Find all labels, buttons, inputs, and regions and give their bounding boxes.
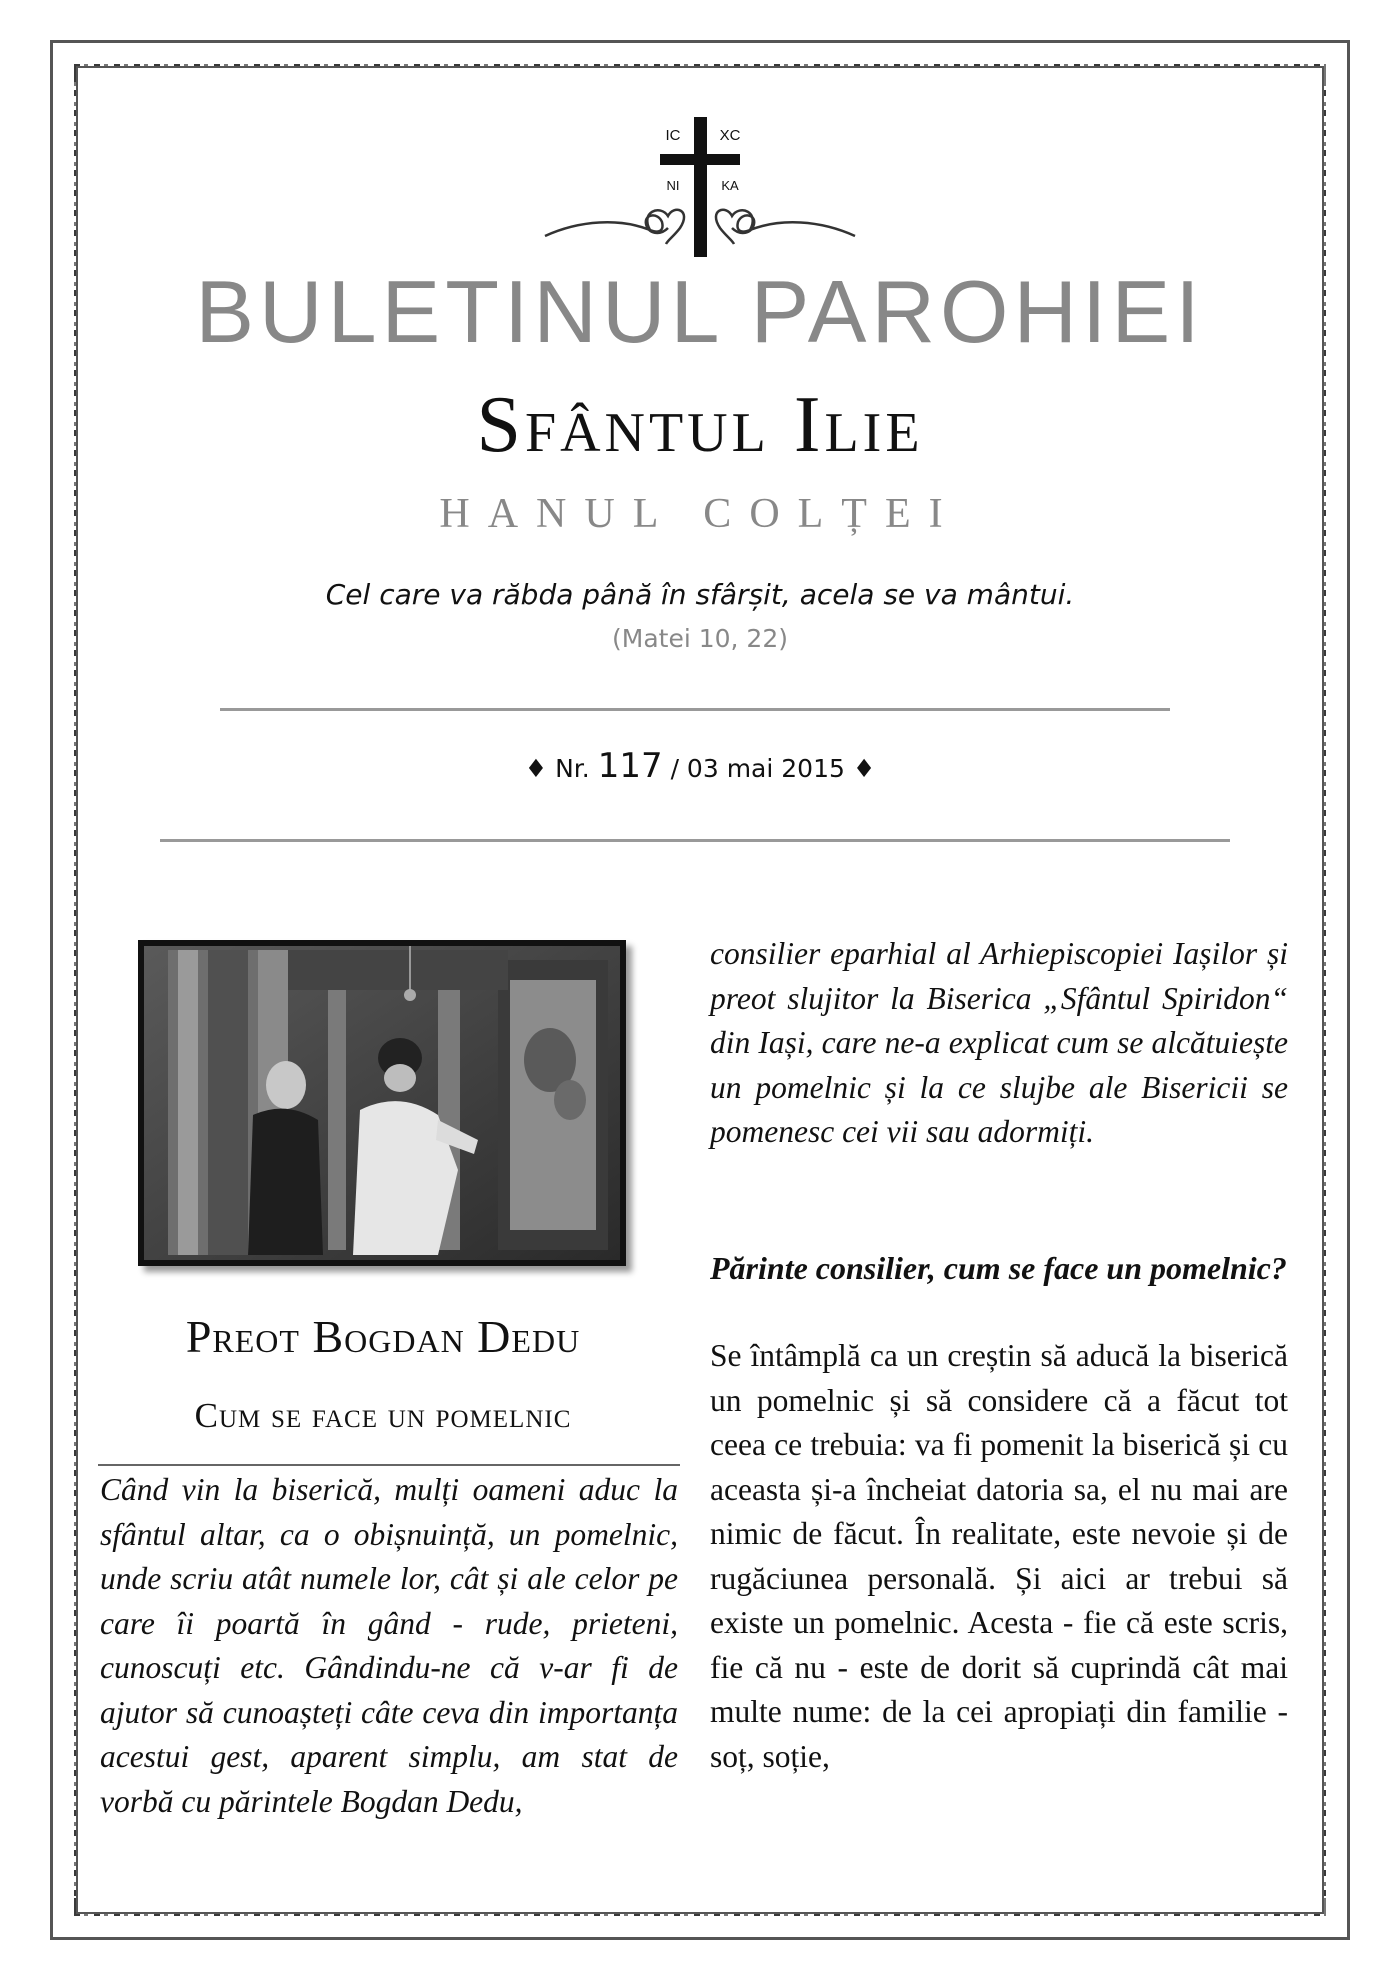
title-underline — [98, 1464, 680, 1466]
issue-date: / 03 mai 2015 ♦ — [670, 754, 876, 783]
article-author: Preot Bogdan Dedu — [185, 1311, 581, 1362]
parish-location: HANUL COLȚEI — [439, 491, 961, 537]
motto-reference: (Matei 10, 22) — [612, 624, 788, 653]
interview-answer: Se întâmplă ca un creștin să aducă la biserică un pomelnic și să considere că a făcut tot ceea ce trebuia: va fi pomenit la biserică și cu aceasta și-a încheiat datoria sa, el nu mai are nimic de făcut. În realitate, este nevoie și de rugăciunea personală. Și aici ar trebui să existe un pomelnic. Acesta - fie că este scris, fie că nu - este de dorit să cuprindă cât mai multe nume: de la cei apropiați din familie - soț, soție, — [710, 1338, 1288, 1774]
cross-emblem-icon — [540, 112, 860, 262]
article-title: Cum se face un pomelnic — [194, 1396, 572, 1435]
church-interior-photo — [138, 940, 626, 1266]
bulletin-title: BULETINUL PAROHIEI — [195, 262, 1205, 361]
divider — [160, 839, 1230, 842]
emblem-ka: KA — [721, 178, 739, 193]
divider — [220, 708, 1170, 711]
article-intro-left: Când vin la biserică, mulți oameni aduc la sfântul altar, ca o obișnuință, un pomelnic, unde scriu atât numele lor, cât și ale celor pe care îi poartă în gând - rude, prieteni, cunoscuți etc. Gândindu-ne că v-ar fi de ajutor să cunoașteți câte ceva din importanța acestui gest, aparent simplu, am stat de vorbă cu părintele Bogdan Dedu, — [100, 1472, 678, 1819]
motto-quote: Cel care va răbda până în sfârșit, acela se va mântui. — [325, 578, 1075, 611]
emblem-ni: NI — [666, 178, 680, 193]
issue-info — [0, 746, 1400, 786]
emblem-xc: XC — [719, 127, 741, 144]
article-intro-right: consilier eparhial al Arhiepiscopiei Iașilor și preot slujitor la Biserica „Sfântul Spiridon“ din Iași, care ne-a explicat cum se alcătuiește un pomelnic și la ce slujbe ale Bisericii se pomenesc cei vii sau adormiți. — [710, 936, 1288, 1149]
emblem-ic: IC — [665, 127, 681, 144]
interview-question: Părinte consilier, cum se face un pomelnic? — [710, 1250, 1287, 1286]
issue-number: 117 — [597, 746, 663, 786]
issue-prefix: ♦ Nr. — [524, 754, 590, 783]
parish-name: Sfântul Ilie — [476, 381, 924, 469]
